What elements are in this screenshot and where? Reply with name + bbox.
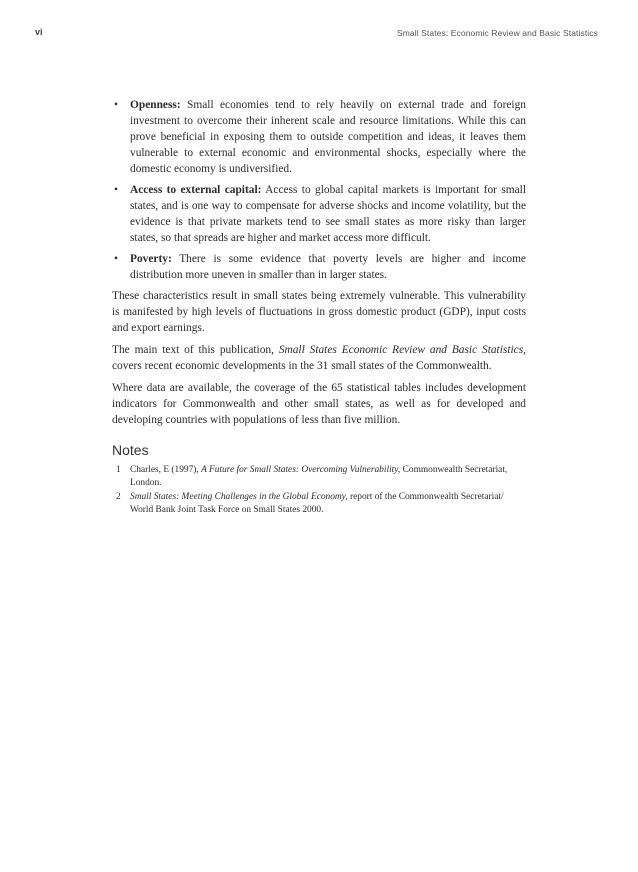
publication-title: Small States Economic Review and Basic Statistics, bbox=[278, 344, 526, 356]
bullet-access-to-external-capital bbox=[112, 182, 526, 246]
note-number: 2 bbox=[116, 492, 121, 502]
bullet-term: Openness: bbox=[130, 99, 181, 111]
notes-list bbox=[112, 464, 526, 516]
paragraph-text: The main text of this publication, bbox=[112, 344, 279, 356]
bullet-text: Small economies tend to rely heavily on external trade and foreign investment to overcome their inherent scale and resource limitations. While this can prove beneficial in exposing them to outside competition and ideas, it leaves them vulnerable to external economic and environmental shocks, especially where the domestic economy is undiversified. bbox=[130, 99, 526, 175]
characteristics-list bbox=[112, 97, 526, 283]
note-title: Small States: Meeting Challenges in the Global Economy, bbox=[130, 492, 348, 502]
paragraph-coverage: Where data are available, the coverage of the 65 statistical tables includes development indicators for Commonwealth and other small states, as well as for developed and developing countries with populations of less than five million. bbox=[112, 382, 526, 426]
running-title: Small States: Economic Review and Basic Statistics bbox=[396, 28, 598, 38]
bullet-text: There is some evidence that poverty levels are higher and income distribution more uneven in smaller than in larger states. bbox=[130, 253, 526, 281]
note-item bbox=[112, 491, 526, 516]
note-item bbox=[112, 464, 526, 489]
note-text: Commonwealth Secretariat, London. bbox=[130, 465, 508, 488]
note-number: 1 bbox=[116, 465, 121, 475]
bullet-term: Access to external capital: bbox=[130, 184, 262, 196]
note-text: Charles, E (1997), bbox=[130, 465, 202, 475]
paragraph-main-text bbox=[112, 342, 526, 374]
page-body bbox=[112, 97, 526, 518]
bullet-openness bbox=[112, 97, 526, 177]
bullet-poverty bbox=[112, 251, 526, 283]
paragraph-text: covers recent economic developments in the 31 small states of the Commonwealth. bbox=[112, 360, 492, 372]
note-text: report of the Commonwealth Secretariat/ World Bank Joint Task Force on Small States 2000. bbox=[130, 492, 504, 515]
bullet-text: Access to global capital markets is important for small states, and is one way to compensate for adverse shocks and income volatility, but the evidence is that private markets tend to see small states as more risky than larger states, so that spreads are higher and market access more difficult. bbox=[130, 184, 527, 244]
paragraph-vulnerability: These characteristics result in small states being extremely vulnerable. This vulnerability is manifested by high levels of fluctuations in gross domestic product (GDP), input costs and export earnings. bbox=[112, 290, 526, 334]
note-title: A Future for Small States: Overcoming Vulnerability, bbox=[201, 465, 401, 475]
bullet-term: Poverty: bbox=[130, 253, 172, 265]
page-number: vi bbox=[35, 27, 43, 37]
notes-heading: Notes bbox=[112, 442, 149, 458]
